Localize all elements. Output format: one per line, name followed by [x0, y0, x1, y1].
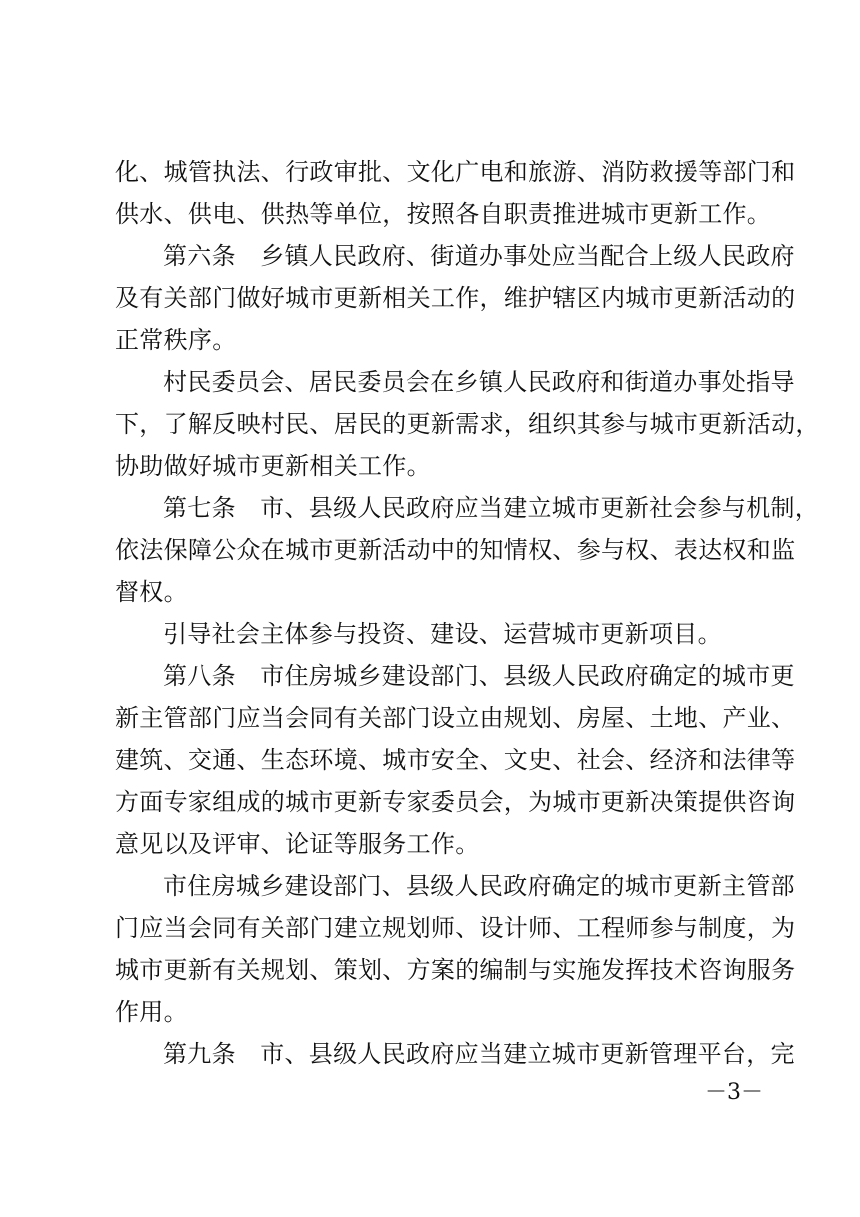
text-line: 及有关部门做好城市更新相关工作，维护辖区内城市更新活动的 [115, 284, 796, 312]
text-line: 作用。 [115, 998, 188, 1026]
text-line: 方面专家组成的城市更新专家委员会，为城市更新决策提供咨询 [115, 788, 796, 816]
article-6-heading-line: 第六条 乡镇人民政府、街道办事处应当配合上级人民政府 [163, 242, 795, 270]
article-7-heading-line: 第七条 市、县级人民政府应当建立城市更新社会参与机制， [163, 494, 820, 522]
article-9-heading-line: 第九条 市、县级人民政府应当建立城市更新管理平台，完 [163, 1040, 795, 1068]
text-line: 新主管部门应当会同有关部门设立由规划、房屋、土地、产业、 [115, 704, 796, 732]
paragraph-first-line: 村民委员会、居民委员会在乡镇人民政府和街道办事处指导 [163, 368, 795, 396]
text-line: 协助做好城市更新相关工作。 [115, 452, 431, 480]
text-line: 门应当会同有关部门建立规划师、设计师、工程师参与制度，为 [115, 914, 796, 942]
article-8-heading-line: 第八条 市住房城乡建设部门、县级人民政府确定的城市更 [163, 662, 795, 690]
paragraph-first-line: 市住房城乡建设部门、县级人民政府确定的城市更新主管部 [163, 872, 795, 900]
text-line: 下，了解反映村民、居民的更新需求，组织其参与城市更新活动， [115, 410, 820, 438]
page-number: －3－ [705, 1080, 763, 1105]
text-line: 督权。 [115, 578, 188, 606]
text-line: 城市更新有关规划、策划、方案的编制与实施发挥技术咨询服务 [115, 956, 796, 984]
text-line: 正常秩序。 [115, 326, 237, 354]
text-line: 建筑、交通、生态环境、城市安全、文史、社会、经济和法律等 [115, 746, 796, 774]
paragraph-first-line: 引导社会主体参与投资、建设、运营城市更新项目。 [163, 620, 722, 648]
text-line: 依法保障公众在城市更新活动中的知情权、参与权、表达权和监 [115, 536, 796, 564]
text-line: 供水、供电、供热等单位，按照各自职责推进城市更新工作。 [115, 200, 772, 228]
text-line: 化、城管执法、行政审批、文化广电和旅游、消防救援等部门和 [115, 158, 796, 186]
text-line: 意见以及评审、论证等服务工作。 [115, 830, 480, 858]
